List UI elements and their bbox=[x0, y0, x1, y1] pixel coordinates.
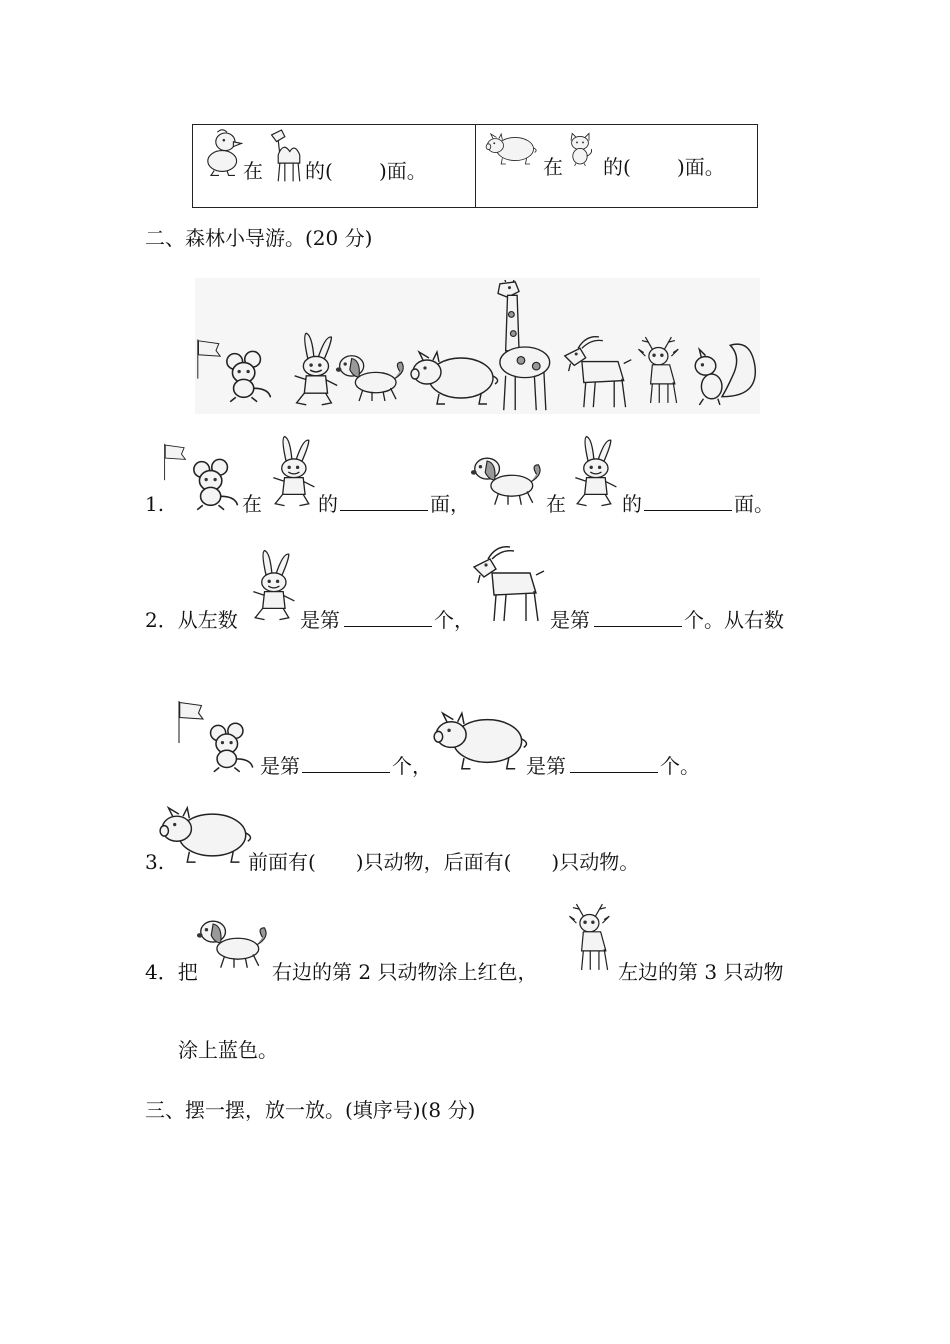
section2-heading: 二、森林小导游。(20 分) bbox=[145, 226, 373, 250]
duck-icon bbox=[203, 127, 243, 179]
q4-text1: 右边的第 2 只动物涂上红色， bbox=[272, 960, 538, 984]
q2-text2: 个， bbox=[434, 608, 474, 632]
q2-text5: 是第 bbox=[260, 754, 300, 778]
q1-text4: 在 bbox=[546, 492, 566, 516]
q4-text2: 左边的第 3 只动物 bbox=[618, 960, 784, 984]
deer-icon bbox=[566, 896, 618, 978]
q2-text1: 是第 bbox=[300, 608, 340, 632]
pig-icon bbox=[158, 804, 252, 866]
dog-icon bbox=[335, 350, 409, 404]
flag-icon bbox=[162, 432, 188, 492]
q4-text3: 涂上蓝色。 bbox=[178, 1038, 278, 1062]
giraffe-icon bbox=[485, 280, 555, 414]
rabbit-icon bbox=[566, 432, 622, 512]
camel-icon bbox=[263, 125, 305, 183]
dog-icon bbox=[470, 452, 546, 508]
q2-blank2[interactable] bbox=[594, 608, 682, 627]
goat-icon bbox=[470, 544, 550, 626]
squirrel-icon bbox=[687, 334, 759, 408]
q1-blank1[interactable] bbox=[340, 492, 428, 511]
pig-icon bbox=[485, 129, 537, 169]
q1-blank2[interactable] bbox=[644, 492, 732, 511]
rabbit-icon bbox=[244, 546, 300, 626]
cell1-word1: 在 bbox=[243, 159, 263, 183]
q2-blank4[interactable] bbox=[570, 754, 658, 773]
q1-number: 1. bbox=[145, 492, 165, 516]
q2-text7: 是第 bbox=[526, 754, 566, 778]
mouse-icon bbox=[202, 720, 258, 774]
q1-text5: 的 bbox=[622, 492, 642, 516]
mouse-icon bbox=[219, 348, 275, 404]
q2-blank1[interactable] bbox=[344, 608, 432, 627]
q1-text3: 面， bbox=[430, 492, 470, 516]
cell1-word2: 的( bbox=[305, 159, 333, 183]
cell2-word1: 在 bbox=[543, 155, 563, 179]
q2-text6: 个， bbox=[392, 754, 432, 778]
q1-text2: 的 bbox=[318, 492, 338, 516]
deer-icon bbox=[635, 330, 687, 410]
q2-number: 2．从左数 bbox=[145, 608, 238, 632]
q2-text4: 个。从右数 bbox=[684, 608, 784, 632]
rabbit-icon bbox=[264, 432, 320, 512]
q3-text: 前面有( )只动物，后面有( )只动物。 bbox=[248, 850, 640, 874]
mouse-icon bbox=[186, 456, 242, 512]
animal-lineup bbox=[195, 278, 760, 414]
section3-heading: 三、摆一摆，放一放。(填序号)(8 分) bbox=[145, 1098, 476, 1122]
pig-icon bbox=[432, 710, 528, 772]
cell2-word2: 的( bbox=[603, 155, 631, 179]
q1-text1: 在 bbox=[242, 492, 262, 516]
q4-number: 4．把 bbox=[145, 960, 198, 984]
q2-text3: 是第 bbox=[550, 608, 590, 632]
table-divider bbox=[475, 125, 476, 207]
goat-icon bbox=[561, 334, 637, 412]
cell1-word3: )面。 bbox=[379, 159, 427, 183]
dog-icon bbox=[196, 914, 272, 972]
cell2-word3: )面。 bbox=[677, 155, 725, 179]
cat-icon bbox=[565, 127, 595, 171]
q2-text8: 个。 bbox=[660, 754, 700, 778]
q2-blank3[interactable] bbox=[302, 754, 390, 773]
position-table bbox=[192, 124, 758, 208]
q1-text6: 面。 bbox=[734, 492, 774, 516]
q3-number: 3. bbox=[145, 850, 165, 874]
